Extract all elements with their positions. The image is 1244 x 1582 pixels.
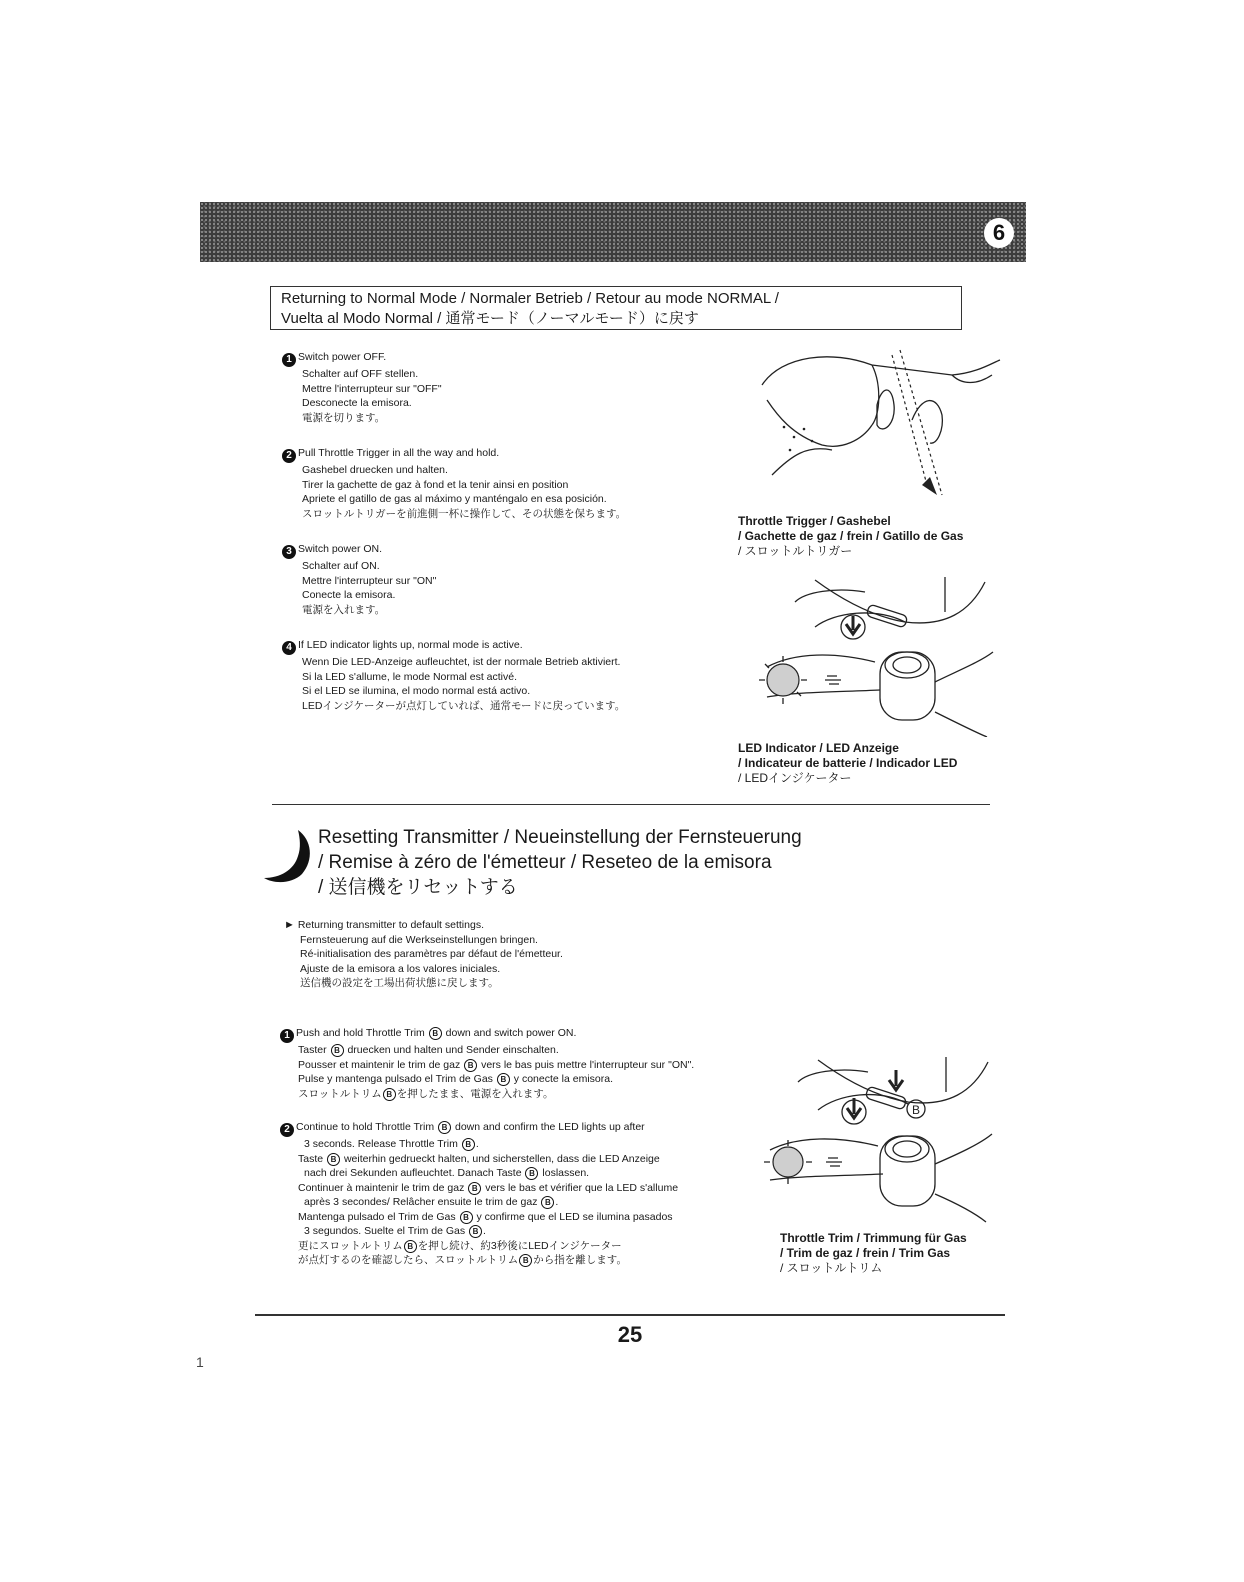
- step-text: Schalter auf ON.: [302, 560, 380, 572]
- b-marker: B: [497, 1073, 510, 1086]
- step-text: を押したまま、電源を入れます。: [396, 1087, 554, 1100]
- b-marker: B: [464, 1059, 477, 1072]
- b-marker: B: [404, 1240, 417, 1253]
- b-marker: B: [468, 1182, 481, 1195]
- step-text: nach drei Sekunden aufleuchtet. Danach Taste: [304, 1167, 522, 1179]
- intro-text: Ré-initialisation des paramètres par défaut de l'émetteur.: [300, 948, 563, 960]
- step-text: 電源を切ります。: [302, 411, 386, 424]
- intro-text: Fernsteuerung auf die Werkseinstellungen bringen.: [300, 933, 538, 946]
- step-number: 1: [280, 1029, 294, 1043]
- step-text: druecken und halten und Sender einschalten.: [347, 1044, 559, 1056]
- b-marker: B: [462, 1138, 475, 1151]
- footer-rule: [255, 1314, 1005, 1316]
- caption-line: Throttle Trim / Trimmung für Gas: [780, 1231, 967, 1245]
- b-marker: B: [429, 1027, 442, 1040]
- caption-throttle-trigger: [738, 514, 1008, 559]
- section-arrow-icon: [262, 826, 320, 886]
- b-marker: B: [469, 1225, 482, 1238]
- step-text: Si la LED s'allume, le mode Normal est activé.: [302, 670, 518, 683]
- step-text: スロットルトリム: [298, 1087, 382, 1100]
- step-text: Conecte la emisora.: [302, 589, 396, 601]
- b-marker: B: [911, 1103, 921, 1117]
- step-text: down and confirm the LED lights up after: [454, 1121, 645, 1133]
- step-number: 3: [282, 545, 296, 559]
- step-text: vers le bas puis mettre l'interrupteur sur "ON".: [481, 1058, 695, 1071]
- caption-line: / Gachette de gaz / frein / Gatillo de Gas: [738, 529, 964, 543]
- section-number-badge: 6: [984, 218, 1014, 248]
- section-title-line-2: Vuelta al Modo Normal / 通常モード（ノーマルモード）に戻す: [281, 310, 699, 327]
- caption-led-indicator: [738, 741, 1008, 786]
- caption-line: / LEDインジケーター: [738, 771, 852, 785]
- caption-throttle-trim: [780, 1231, 1010, 1276]
- triangle-bullet-icon: ►: [284, 919, 295, 931]
- reset-section-title: [318, 825, 802, 900]
- step-text: 更にスロットルトリム: [298, 1239, 403, 1252]
- reset-title-line: / Remise à zéro de l'émetteur / Reseteo de la emisora: [318, 852, 772, 873]
- caption-line: / スロットルトリガー: [738, 544, 853, 558]
- intro-text: Returning transmitter to default settings.: [297, 919, 484, 931]
- b-marker: B: [438, 1121, 451, 1134]
- step-text: Pousser et maintenir le trim de gaz: [298, 1058, 461, 1071]
- throttle-trigger-illustration: [752, 345, 1002, 510]
- step-text: スロットルトリガーを前進側一杯に操作して、その状態を保ちます。: [302, 507, 627, 520]
- step-text: Apriete el gatillo de gas al máximo y manténgalo en esa posición.: [302, 493, 607, 505]
- step-text: Continuer à maintenir le trim de gaz: [298, 1181, 465, 1194]
- throttle-trim-illustration: [758, 1052, 994, 1227]
- step-text: が点灯するのを確認したら、スロットルトリム: [298, 1254, 519, 1266]
- step-3: [282, 542, 722, 617]
- intro-text: 送信機の設定を工場出荷状態に戻します。: [300, 977, 499, 989]
- step-text: après 3 secondes/ Relâcher ensuite le trim de gaz: [304, 1196, 538, 1208]
- margin-mark: 1: [196, 1354, 204, 1370]
- step-text: Push and hold Throttle Trim: [296, 1027, 425, 1039]
- reset-step-2: [280, 1120, 770, 1268]
- step-number: 1: [282, 353, 296, 367]
- step-text: を押し続け、約3秒後にLEDインジケーター: [417, 1239, 622, 1252]
- step-text: If LED indicator lights up, normal mode is active.: [298, 639, 523, 651]
- step-text: Gashebel druecken und halten.: [302, 464, 448, 476]
- step-text: Taster: [298, 1044, 327, 1056]
- step-text: loslassen.: [542, 1167, 590, 1179]
- step-text: weiterhin gedrueckt halten, und sicherstellen, dass die LED Anzeige: [343, 1152, 660, 1165]
- step-text: Mantenga pulsado el Trim de Gas: [298, 1210, 456, 1223]
- step-number: 2: [282, 449, 296, 463]
- step-text: vers le bas et vérifier que la LED s'allume: [485, 1181, 679, 1194]
- step-text: 3 seconds. Release Throttle Trim: [304, 1138, 458, 1150]
- step-text: Taste: [298, 1152, 324, 1165]
- caption-line: LED Indicator / LED Anzeige: [738, 741, 899, 755]
- page-number: 25: [617, 1322, 643, 1347]
- b-marker: B: [331, 1044, 344, 1057]
- reset-intro: [284, 918, 744, 991]
- section-title-line-1: Returning to Normal Mode / Normaler Betrieb / Retour au mode NORMAL /: [281, 290, 779, 307]
- step-text: 3 segundos. Suelte el Trim de Gas: [304, 1225, 466, 1237]
- step-text: Mettre l'interrupteur sur "OFF": [302, 382, 442, 395]
- step-number: 4: [282, 641, 296, 655]
- step-text: .: [555, 1196, 559, 1208]
- reset-title-line: Resetting Transmitter / Neueinstellung der Fernsteuerung: [318, 827, 802, 848]
- step-text: .: [475, 1138, 479, 1150]
- caption-line: / スロットルトリム: [780, 1261, 883, 1275]
- step-text: Tirer la gachette de gaz à fond et la tenir ainsi en position: [302, 478, 569, 491]
- b-marker: B: [383, 1088, 396, 1101]
- reset-title-line: / 送信機をリセットする: [318, 877, 518, 898]
- section-title-box: [270, 286, 962, 330]
- step-4: [282, 638, 722, 713]
- step-text: y conecte la emisora.: [513, 1073, 613, 1085]
- step-1: [282, 350, 722, 425]
- reset-step-1: [280, 1026, 785, 1101]
- step-number: 2: [280, 1123, 294, 1137]
- step-text: Pull Throttle Trigger in all the way and hold.: [298, 447, 500, 459]
- step-text: Mettre l'interrupteur sur "ON": [302, 574, 437, 587]
- step-text: Desconecte la emisora.: [302, 397, 412, 409]
- step-text: .: [483, 1225, 486, 1237]
- caption-line: / Indicateur de batterie / Indicador LED: [738, 756, 958, 770]
- b-marker: B: [519, 1254, 532, 1267]
- b-marker: B: [327, 1153, 340, 1166]
- step-text: から指を離します。: [533, 1254, 627, 1266]
- b-marker: B: [541, 1196, 554, 1209]
- led-indicator-illustration: [755, 572, 995, 737]
- step-text: Schalter auf OFF stellen.: [302, 368, 419, 380]
- caption-line: / Trim de gaz / frein / Trim Gas: [780, 1246, 951, 1260]
- step-text: Pulse y mantenga pulsado el Trim de Gas: [298, 1073, 493, 1085]
- b-marker: B: [525, 1167, 538, 1180]
- step-text: Switch power OFF.: [298, 351, 387, 363]
- step-text: LEDインジケーターが点灯していれば、通常モードに戻っています。: [302, 699, 626, 712]
- step-text: Switch power ON.: [298, 543, 383, 555]
- step-text: Continue to hold Throttle Trim: [296, 1121, 435, 1133]
- step-text: Si el LED se ilumina, el modo normal está activo.: [302, 685, 531, 697]
- caption-line: Throttle Trigger / Gashebel: [738, 514, 891, 528]
- section-header-band: [200, 202, 1026, 262]
- step-text: Wenn Die LED-Anzeige aufleuchtet, ist der normale Betrieb aktiviert.: [302, 656, 621, 668]
- intro-text: Ajuste de la emisora a los valores iniciales.: [300, 962, 501, 975]
- step-text: down and switch power ON.: [445, 1027, 577, 1039]
- step-text: y confirme que el LED se ilumina pasados: [476, 1210, 673, 1223]
- step-text: 電源を入れます。: [302, 603, 386, 616]
- section-divider: [272, 804, 990, 805]
- b-marker: B: [460, 1211, 473, 1224]
- step-2: [282, 446, 722, 521]
